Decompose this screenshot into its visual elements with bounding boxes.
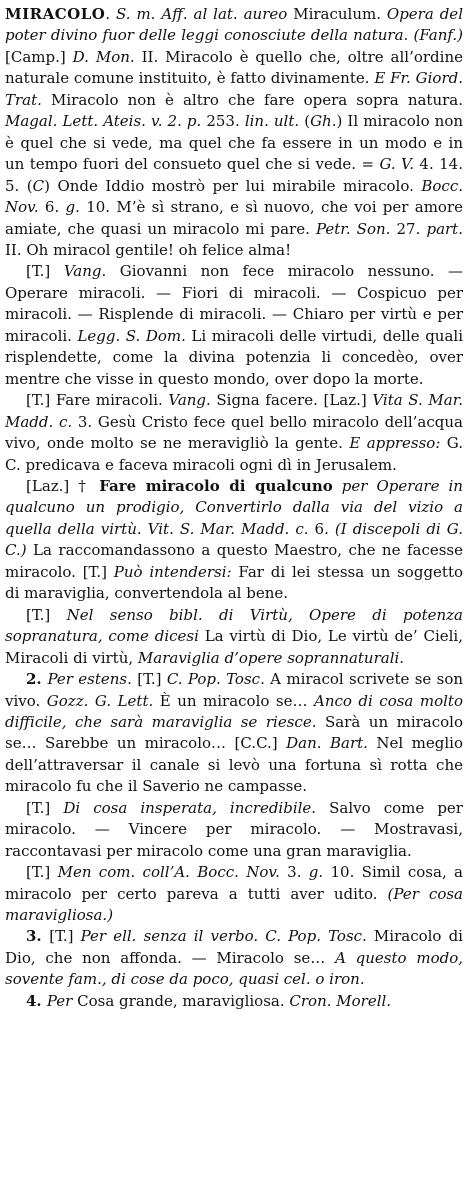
text-run: Salvo come per miracolo. — Vincere per miracolo. — Mostravasi, raccontavasi per miracolo come una gran maraviglia. (5, 798, 463, 860)
text-run: La raccomandassono a questo Maestro, che ne facesse miracolo. [T.] (5, 541, 463, 581)
italic-run: Cron. Morell. (289, 991, 392, 1010)
italic-run: Per estens. (47, 670, 132, 689)
text-run: G. C. predicava e faceva miracoli ogni dì in Jerusalem. (5, 434, 463, 474)
text-run: Far di lei stessa un soggetto di maraviglia, convertendola al bene. (5, 562, 464, 603)
italic-run: Vita S. Mar. Madd. c. (5, 391, 463, 431)
italic-run: S. m. Aff. al lat. aureo (116, 5, 288, 23)
entry-paragraph (5, 605, 463, 669)
text-run: Signa facere. [Laz.] (210, 391, 373, 410)
text-run: II. Oh miracol gentile! oh felice alma! (5, 240, 292, 259)
headword: MIRACOLO (5, 5, 106, 23)
italic-run: Legg. S. Dom. (77, 326, 186, 345)
bold-run: Fare miracolo di qualcuno (99, 476, 333, 495)
text-run: A miracol scrivete se son vivo. (5, 670, 464, 710)
text-run: Nel meglio dell’attraversar il canale si levò una fortuna sì rotta che miracolo fu che il Saverio ne campasse. (5, 734, 463, 796)
text-run: Sarà un miracolo se… Sarebbe un miracolo… [C.C.] (5, 712, 463, 753)
italic-run: Opera del poter divino fuor delle leggi conosciute della natura. (Fanf.) (5, 5, 463, 45)
text-run: ) Il miracolo non è quel che si vede, ma quel che fa essere in un modo e in un tempo fuori del consueto quel che si vede. = (5, 112, 464, 174)
text-run: 4. 14. 5. ( (5, 155, 463, 195)
text-run: [T.] (26, 798, 64, 817)
entry-paragraph (5, 926, 463, 990)
italic-run: Può intendersi: (113, 562, 232, 581)
text-run: [T.] (26, 863, 58, 882)
text-run: Giovanni non fece miracolo nessuno. — Operare miracoli. — Fiori di miracoli. — Cospicuo per miracoli. — Risplende di miracoli. — Chiaro per virtù e per miracoli. (5, 262, 464, 345)
text-run: [Camp.] (5, 47, 73, 66)
text-run: 253. (201, 112, 245, 131)
italic-run: Per (46, 991, 73, 1010)
italic-run: g. (65, 198, 80, 217)
text-run: [T.] (131, 670, 167, 689)
bold-run: 2. (26, 670, 48, 689)
italic-run: Nel senso bibl. di Virtù, Opere di potenza sopranatura, come dicesi (5, 605, 463, 646)
text-run: [T.] (49, 927, 81, 946)
italic-run: g. (308, 863, 324, 882)
entry-paragraph (5, 476, 463, 605)
dictionary-entry-miracolo (5, 4, 463, 1012)
text-run: 3. Gesù Cristo fece quel bello miracolo dell’acqua vivo, onde molto se ne meravigliò la gente. (5, 412, 463, 453)
entry-paragraph (5, 390, 463, 476)
text-run: Miraculum. (287, 5, 387, 23)
entry-paragraph (5, 798, 463, 862)
text-run: 6. (308, 519, 335, 538)
entry-paragraph (5, 669, 463, 798)
text-run: ( (299, 112, 311, 131)
italic-run: A questo modo, sovente fam., di cose da poco, quasi cel. o iron. (5, 948, 463, 989)
bold-run: 3. (26, 927, 50, 946)
italic-run: Vang. (63, 262, 107, 281)
italic-run: D. Mon. (72, 47, 135, 66)
text-run: [Laz.] † (26, 476, 100, 495)
italic-run: Anco di cosa molto difficile, che sarà maraviglia se riesce. (5, 691, 463, 731)
text-run: La virtù di Dio, Le virtù de’ Cieli, Miracoli di virtù, (5, 627, 463, 667)
italic-run: C (32, 176, 45, 195)
italic-run: per Operare in qualcuno un prodigio, Convertirlo dalla via del vizio a quella della virtù. Vit. S. Mar. Madd. c. (5, 476, 463, 538)
italic-run: Gozz. G. Lett. (46, 691, 154, 710)
italic-run: (I discepoli di G. C.) (5, 519, 463, 560)
italic-run: (Per cosa maravigliosa.) (5, 884, 463, 925)
entry-paragraph (5, 862, 463, 926)
text-run: Miracolo di Dio, che non affonda. — Miracolo se… (5, 927, 463, 967)
text-run: Cosa grande, maravigliosa. (72, 991, 290, 1010)
italic-run: Gh. (310, 112, 337, 131)
text-run (333, 477, 342, 495)
text-run: 10. Simil cosa, a miracolo per certo pareva a tutti aver udito. (5, 863, 463, 903)
text-run: [T.] (26, 262, 64, 281)
text-run: 10. M’è sì strano, e sì nuovo, che voi per amore amiate, che quasi un miracolo mi pare. (5, 198, 463, 238)
italic-run: Per ell. senza il verbo. C. Pop. Tosc. (80, 927, 367, 946)
text-run: [T.] Fare miracoli. (26, 391, 169, 410)
entry-paragraph (5, 4, 463, 261)
text-run: Li miracoli delle virtudi, delle quali risplendette, come la divina potenzia li concedèo, over mentre che visse in questo mondo, over dopo la morte. (5, 326, 464, 388)
italic-run: G. V. (379, 155, 415, 174)
italic-run: lin. ult. (244, 112, 300, 131)
text-run: [T.] (26, 605, 67, 624)
italic-run: Dan. Bart. (286, 734, 368, 753)
text-run: ) Onde Iddio mostrò per lui mirabile miracolo. (44, 176, 422, 195)
italic-run: part. (426, 219, 463, 238)
italic-run: Vang. (168, 391, 211, 410)
italic-run: Bocc. Nov. (5, 176, 463, 217)
text-run: 27. (390, 219, 427, 238)
entry-paragraph (5, 261, 463, 390)
bold-run: 4. (26, 991, 47, 1010)
entry-paragraph (5, 991, 463, 1012)
italic-run: C. Pop. Tosc. (166, 670, 265, 689)
italic-run: Di cosa insperata, incredibile. (63, 798, 317, 817)
italic-run: Magal. Lett. Ateis. v. 2. p. (5, 112, 202, 131)
italic-run: E Fr. Giord. Trat. (5, 69, 463, 109)
italic-run: E appresso: (349, 434, 441, 453)
text-run: 6. (38, 198, 66, 217)
text-run: . (105, 5, 117, 23)
italic-run: Petr. Son. (315, 219, 391, 238)
text-run: Miracolo non è altro che fare opera sopra natura. (41, 90, 463, 109)
text-run: 3. (279, 863, 309, 882)
text-run: È un miracolo se… (153, 691, 314, 710)
text-run: II. Miracolo è quello che, oltre all’ordine naturale comune instituito, è fatto divinamente. (5, 47, 463, 88)
italic-run: Men com. coll’A. Bocc. Nov. (57, 863, 280, 882)
italic-run: Maraviglia d’opere soprannaturali. (137, 648, 405, 667)
